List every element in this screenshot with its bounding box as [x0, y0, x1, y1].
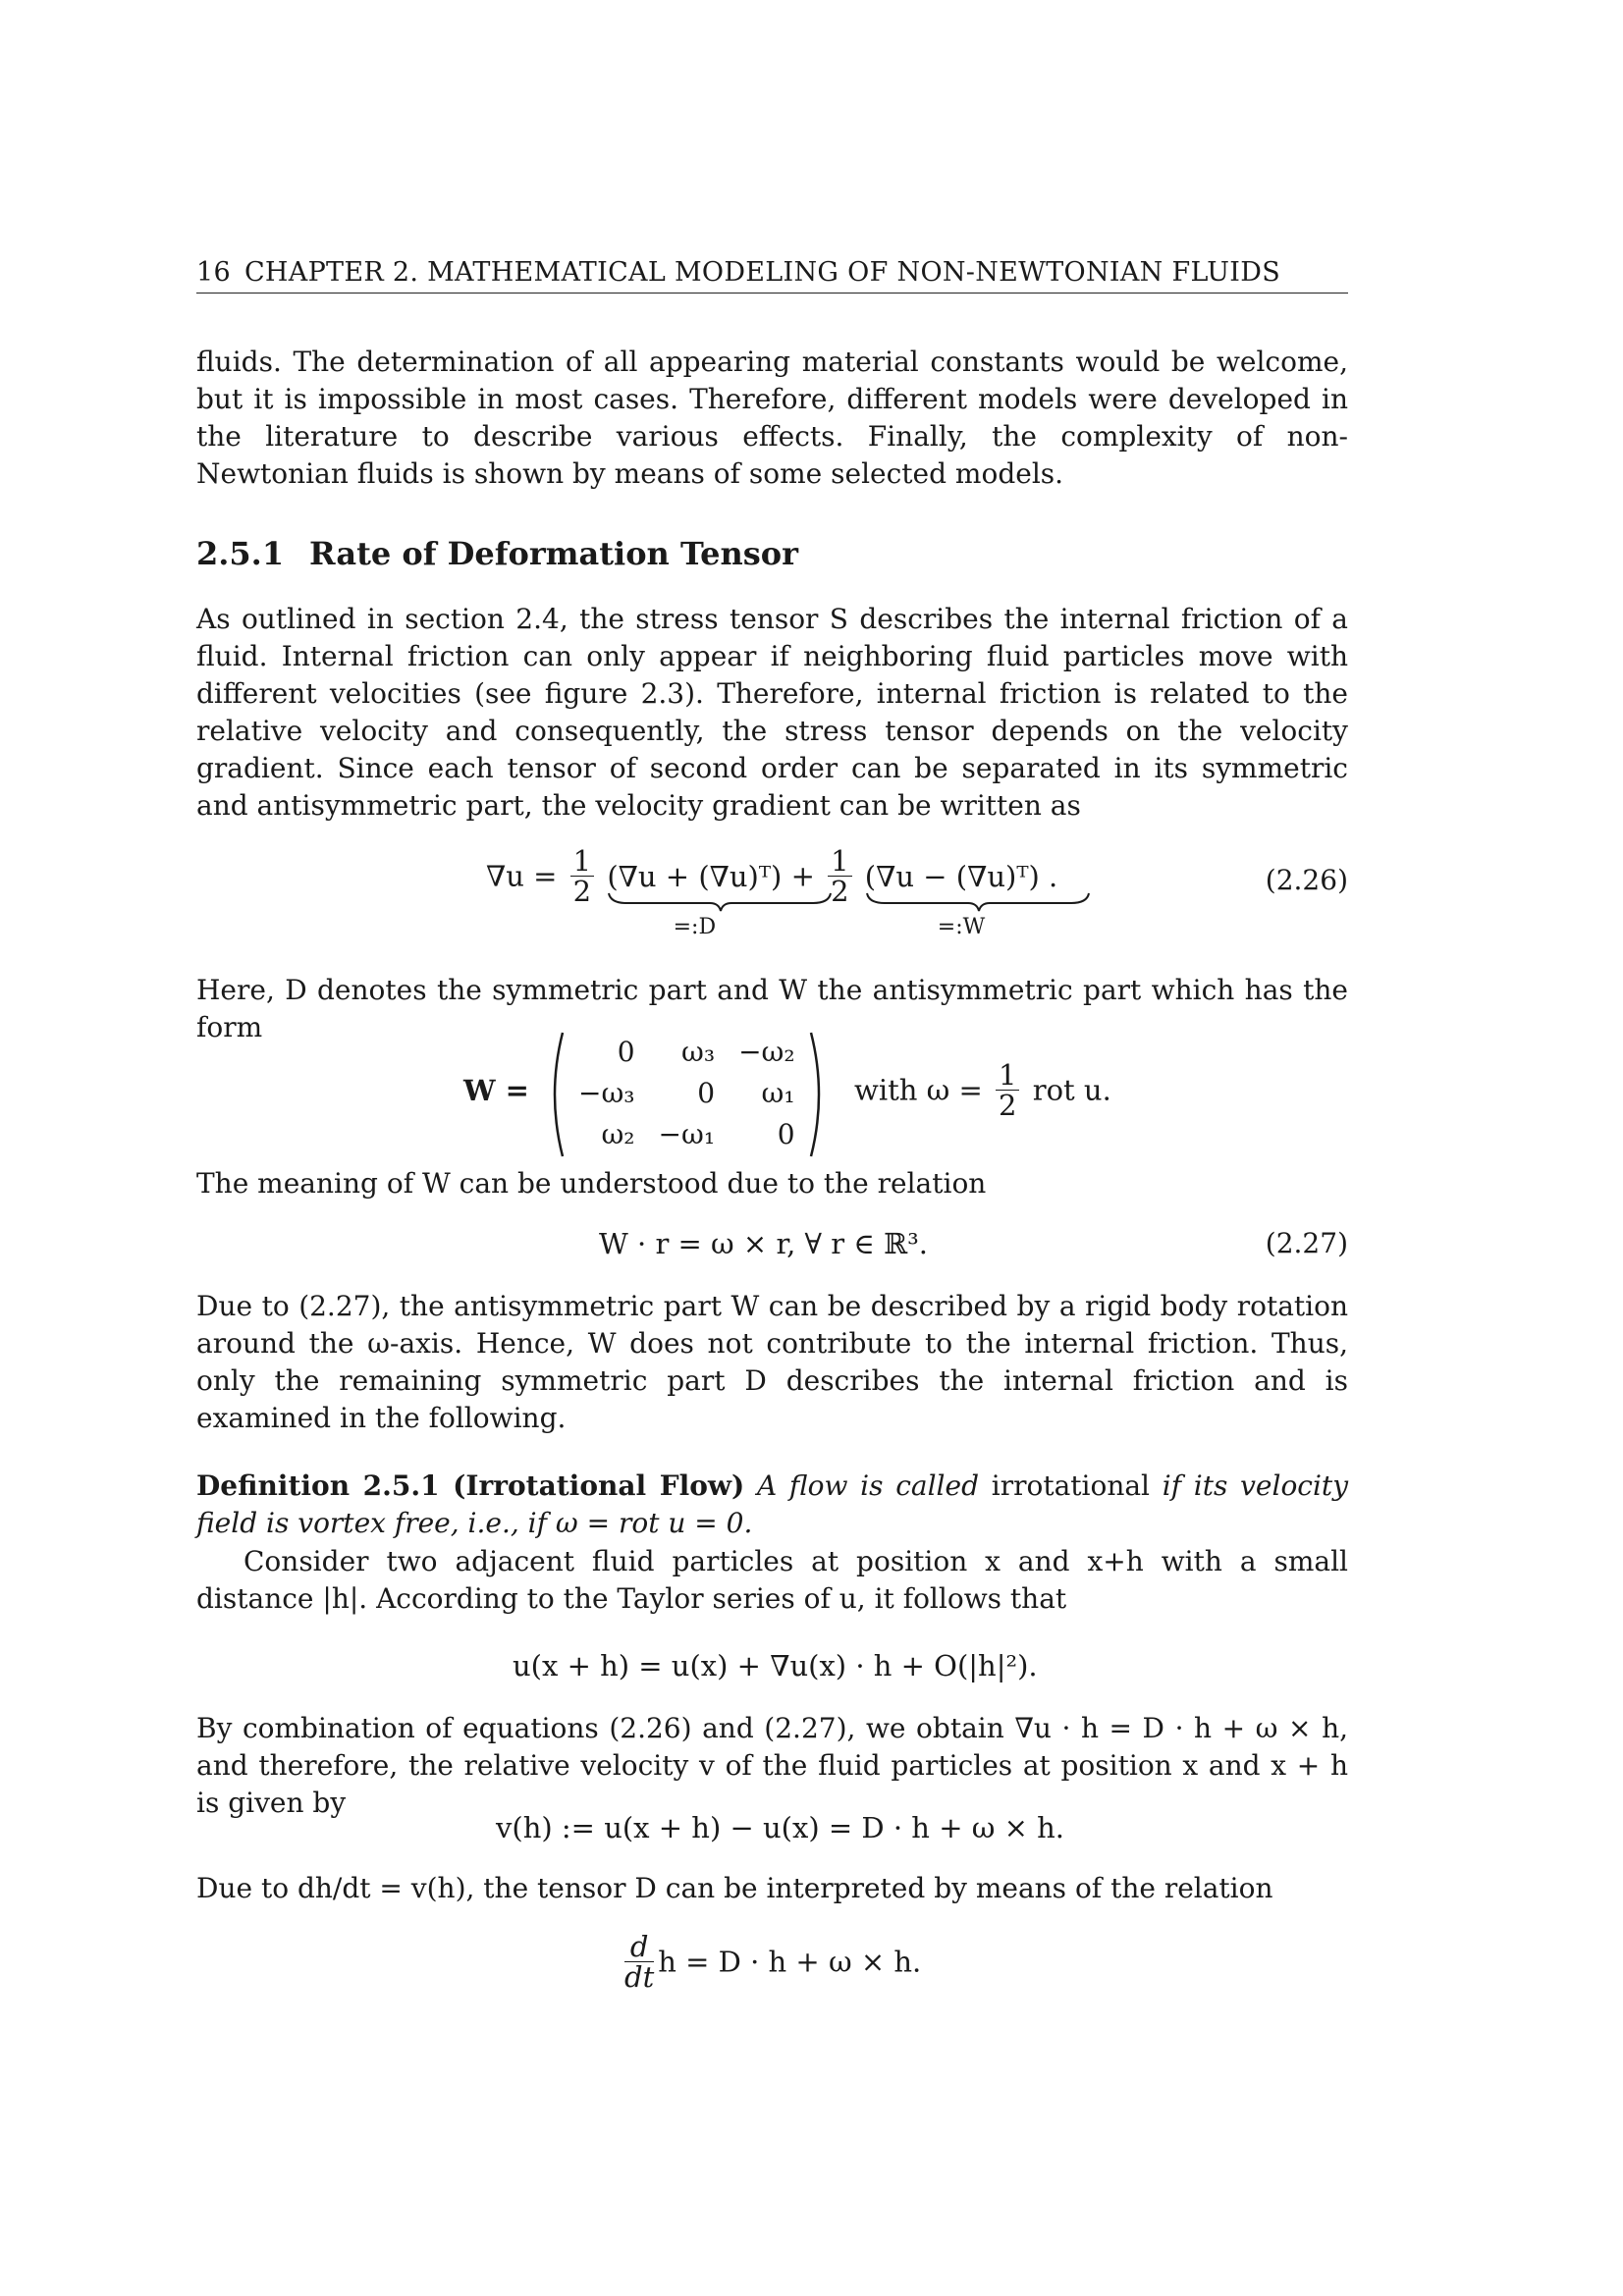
w-matrix: [545, 1031, 829, 1154]
paragraph-6: By combination of equations (2.26) and (2.27), we obtain ∇u · h = D · h + ω × h, and therefore, the relative velocity v of the fluid particles at position x and x + h is given by: [196, 1712, 1348, 1819]
omega-half: $\frac{1}{2}$: [996, 1060, 1019, 1120]
matrix-equation: [196, 1031, 1348, 1158]
paragraph-4: Due to (2.27), the antisymmetric part W can be described by a rigid body rotation around the ω-axis. Hence, W does not contribute to the internal friction. Thus, only the remaining symmetric part D describes the internal friction and is examined in the following.: [196, 1290, 1348, 1434]
section-title: Rate of Deformation Tensor: [309, 535, 798, 572]
running-header: [196, 253, 1348, 294]
eq226-half-1: $\frac{1}{2}$: [570, 846, 594, 906]
equation-final: $\frac{d}{dt}$ h = D · h + ω × h.: [624, 1930, 922, 1994]
chapter-title: CHAPTER 2. MATHEMATICAL MODELING OF NON-NEWTONIAN FLUIDS: [243, 257, 1281, 288]
label-w: =:W: [937, 914, 986, 939]
definition-heading: Definition 2.5.1 (Irrotational Flow): [196, 1469, 745, 1502]
matrix-row: 0 ω₃ −ω₂: [617, 1035, 795, 1068]
paragraph-7: Due to dh/dt = v(h), the tensor D can be interpreted by means of the relation: [196, 1872, 1273, 1904]
eq226-lhs: ∇u =: [486, 859, 558, 893]
definition-2-5-1: Definition 2.5.1 (Irrotational Flow) A flow is called irrotational if its velocity field is vortex free, i.e., if ω = rot u = 0.: [196, 1469, 1349, 1539]
eq226-antisym-part: (∇u − (∇u)ᵀ) . =:W: [865, 860, 1057, 893]
eq226-sym-part: (∇u + (∇u)ᵀ) =:D: [607, 860, 782, 893]
page-number: 16: [196, 257, 231, 288]
section-heading: [196, 535, 798, 572]
equation-taylor: u(x + h) = u(x) + ∇u(x) · h + O(|h|²).: [513, 1649, 1038, 1682]
matrix-lhs: W =: [463, 1074, 529, 1107]
underbrace-w: [865, 891, 1091, 913]
eq226-body: ∇u = $\frac{1}{2}$ (∇u + (∇u)ᵀ) =:D + $\frac{1}{2}$ (∇u − (∇u)ᵀ) . =:W: [486, 846, 1057, 906]
paragraph-3: The meaning of W can be understood due to the relation: [196, 1167, 987, 1200]
equation-number-2-27: (2.27): [1265, 1227, 1348, 1259]
underbrace-d: [607, 891, 833, 913]
matrix-row: ω₂ −ω₁ 0: [601, 1117, 795, 1150]
equation-relative-velocity: v(h) := u(x + h) − u(x) = D · h + ω × h.: [496, 1811, 1064, 1844]
section-number: 2.5.1: [196, 535, 285, 572]
omega-definition: with ω = $\frac{1}{2}$ rot u.: [854, 1058, 1111, 1122]
paragraph-5: Consider two adjacent fluid particles at position x and x+h with a small distance |h|. According to the Taylor series of u, it follows that: [196, 1545, 1348, 1615]
right-paren: [809, 1031, 829, 1158]
eq226-half-2: $\frac{1}{2}$: [828, 846, 851, 906]
intro-paragraph: fluids. The determination of all appearing material constants would be welcome, but it is impossible in most cases. Therefore, different models were developed in the literature to describe various effects. Finally, the complexity of non-Newtonian fluids is shown by means of some selected models.: [196, 346, 1348, 490]
equation-number-2-26: (2.26): [1265, 864, 1348, 896]
left-paren: [545, 1031, 565, 1158]
paragraph-1: As outlined in section 2.4, the stress tensor S describes the internal friction of a fluid. Internal friction can only appear if neighboring fluid particles move with different velocities (see figure 2.3). Therefore, internal friction is related to the relative velocity and consequently, the stress tensor depends on the velocity gradient. Since each tensor of second order can be separated in its symmetric and antisymmetric part, the velocity gradient can be written as: [196, 603, 1348, 822]
matrix-row: −ω₃ 0 ω₁: [578, 1076, 795, 1109]
eq227-body: W · r = ω × r, ∀ r ∈ ℝ³.: [599, 1227, 928, 1260]
equation-2-26: [196, 846, 1348, 954]
label-d: =:D: [673, 914, 717, 939]
equation-2-27: [196, 1227, 1348, 1266]
d-dt-fraction: $\frac{d}{dt}$: [624, 1930, 655, 1994]
matrix-table: [567, 1031, 807, 1154]
definition-term: irrotational: [991, 1469, 1151, 1502]
paragraph-2: Here, D denotes the symmetric part and W the antisymmetric part which has the form: [196, 974, 1348, 1043]
